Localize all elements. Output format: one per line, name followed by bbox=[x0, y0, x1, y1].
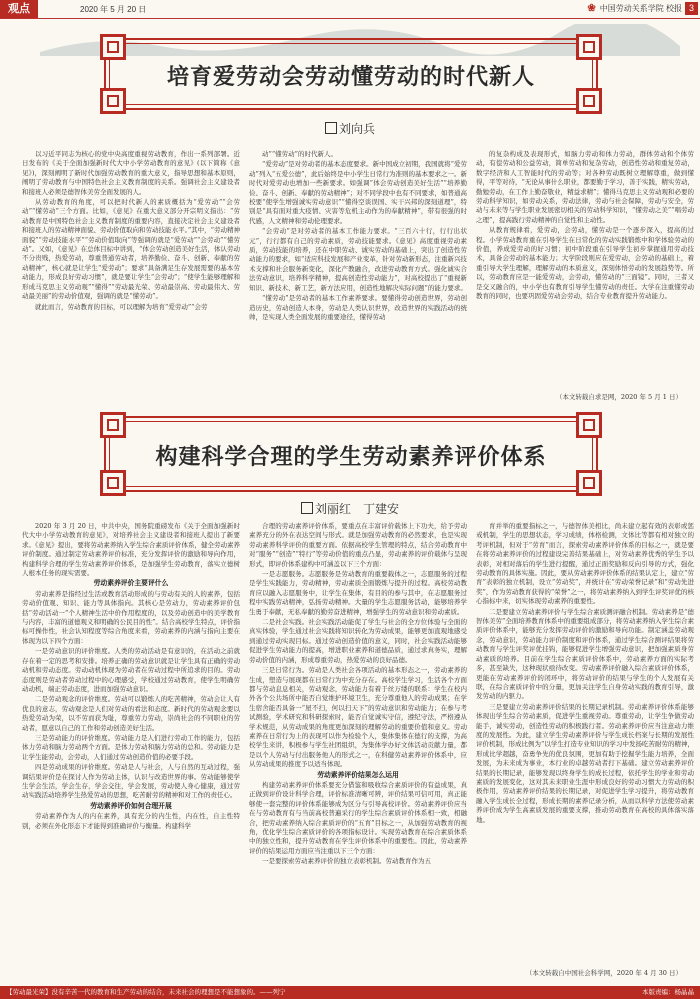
paragraph: 三是日常行为。劳动是人类社会各项活动的基本形态之一，劳动素养的生成，塑造与展现都在日常行为中充分存在。高校学生学习，生活各个方面都与劳动息息相关，劳动观念，劳动能力有着于丝万缕的联系：学生在校内外各个公共场所中能否自觉维护环境卫生，充分尊重他人的劳动成果；在学生宿舍能否具备一“屋不扫，何以扫天下”的劳动意识和劳动能力；在参与考试测验，学术研究和科研探索时，能否自觉诚实守信，遵纪守法，严格遵从学术规范，从劳动成果的角度更加深刻的理解劳动的重要价值和意义。劳动素养在日常行为上的表现可以作为检验个人，集体集体在德行的支撑，为高校学生来讲，积极参与学生社团组织，为集体学办好文体活动贡献力量，都是以个人劳动与付出服务他人的形式之一，在科健劳动素养评价体系中，应从劳动成果的推度予以适当体现。 bbox=[249, 666, 467, 769]
paragraph: 一是要探索劳动素养评价的独立表彰机制。劳动教育作为五 bbox=[262, 857, 431, 866]
issue-date: 2020 年 5 月 20 日 bbox=[80, 4, 147, 14]
frame-corner-icon bbox=[100, 88, 126, 114]
article-body bbox=[22, 522, 694, 962]
byline-box-icon bbox=[325, 122, 337, 134]
paragraph: 三是劳动能力的评价维度。劳动能力是人们进行劳动工作的能力，包括体力劳动和脑力劳动两个方面。是体力劳动和脑力劳动的总和。劳动能力是让学生能劳动，会劳动，人们通过劳动创造价值的必要手段。 bbox=[22, 733, 240, 761]
paragraph: 二是社会实践。社会实践活动能促了学生与社会的全方位体验与全面的真实体验，学生通过社会实践将知识转化为劳动成果，能够更加直观地感受到通过劳动实现目标。通过劳动创造价值的意义，同时，社会实践活动能够促进学生劳动能力的提高，增进职业素养和道德品质，通过求真务实，理解劳动价值的内涵，形成尊重劳动，热爱劳动的良好品德。 bbox=[249, 618, 467, 664]
title-frame-1 bbox=[104, 38, 598, 110]
page-footer bbox=[0, 986, 700, 999]
school-logo-icon: ❀ bbox=[587, 3, 596, 14]
frame-corner-icon bbox=[576, 34, 602, 60]
paragraph: 育并举的重要指标之一，与德智体美相比，尚未建立起有效的表彰或惩戒机制，学生的思想状态，学习成绩，体格检测，文体比等都有相对独立的考评机制，但对于“劳育”而言，探索劳动素养评价体系的目标之一，就是要在将劳动素养评价的过程建设完善结果基础上，对劳动素养优秀的学生予以表彰，对相对落后的学生进行提醒，通过正面奖励和反向引导的方式，强化劳动教育的具体实施。因此，要从劳动素养评价体系的结果认定上，建立“劳育”表彰的独立机制，设立“劳动奖”，并统计在“劳动荣誉记录”和“劳动先进奖”，作为劳动教育获得的“荣誉”之一，将劳动素养纳入到学生评奖评优的核心指标中来，切实体现劳动素养的重要性。 bbox=[476, 522, 694, 606]
paragraph: 从教育规律看，爱劳动，会劳动，懂劳动是一个逐步深入，提高的过程。小学劳动教育重在引导学生在日常化的劳动实践锻炼中和学体验劳动的价值，养成爱劳动的好习惯；初中阶段重在引导学生初步掌握通用劳动技术，具备会劳动的基本能力；大学阶段则应在爱劳动，会劳动的基础上，着重引导大学生理解，理解劳动的本质意义，深刻体悟劳动的发展趋势等。所以，劳动教育应是一能爱劳动，会劳动，懂劳动的“三面镜”。同时，三者又是交又融合的，中小学也有教育引导学生懂劳动的责任。大学在注重懂劳动教育的同时，也要巩固爱劳动会劳动，结合专业教育提升劳动能力。 bbox=[476, 226, 694, 301]
byline-box-icon bbox=[301, 502, 313, 514]
footer-motto: 【劳动最光荣】没有辛苦一代的教育和生产劳动的结合，未来社会的理想是不能想象的。——列宁 bbox=[6, 988, 286, 996]
paragraph: 二是劳动观念的评价维度。劳动可以锻炼人的吃苦精神，劳动会让人有优良的意志，劳动观念是人们对劳动的看法和态度。新时代的劳动观念要以热爱劳动为荣，以不劳而获为耻，尊重劳力劳动，崇尚社会的不同职业的劳动者，愿意以自己的工作和劳动创造美好生活。 bbox=[22, 695, 240, 732]
section-heading: 劳动素养评价如何合理开展 bbox=[90, 801, 172, 810]
paragraph: 一是志愿服务。志愿服务是劳动教育的重要载体之一，志愿服务的过程是学生实践能力，劳动精神，劳动素质全面锻炼与提升的过程。高校劳动教育应以融入志愿服务中，让学生在集体，有目的的参与其中，在志愿服务过程中实践劳动精神，弘扬劳动精神。大量的学生志愿服务活动，能够培养学生勇于奉献，无私奉献的勤劳奋进精神，增强学生的劳动意识和劳动素质。 bbox=[249, 570, 467, 616]
article-byline bbox=[0, 500, 700, 517]
article-source: （本文转载自中国社会科学网，2020 年 4 月 30 日） bbox=[525, 969, 682, 977]
paragraph: 动”“懂劳动”的时代新人。 bbox=[262, 150, 337, 158]
article-column bbox=[249, 522, 467, 962]
paragraph: 合理的劳动素养评价体系，要重点在丰富评价载体上下功夫，给予劳动素养充分的外在表达空间与形式。就是加强劳动教育的必然要求，也是实现劳动素养科学评价的重要方面。依据高校学生管理的特点，结合劳动教育中对“服务”“创造”“特行”等劳动价值的重点凸显，劳动素养的评价载体与呈现形式，即评价体系建构中可涵盖以下三个方面： bbox=[249, 522, 467, 568]
title-frame-2 bbox=[104, 416, 598, 492]
article-title: 培育爱劳动会劳动懂劳动的时代新人 bbox=[166, 65, 535, 90]
article-column bbox=[476, 522, 694, 962]
article-column bbox=[22, 522, 240, 962]
paragraph: 三是要建立劳动素养评价结果的长期记录机制。劳动素养评价体系能够体现出学生综合劳动素质，促进学生重视劳动。尊重劳动，让学生争做劳动能手，诚实劳动，创造性劳动的积极践行者。劳动素养评价应当注意动力维度的发展性。为此，建立学生劳动素养评价与学生成长档案与长期的发展性评价机制，形成比例为“以学生打造专业知识的学习中发扬吃苦耐劳的精神，形成比学超越，奋勇争先的优良氛围，更加有助于挖掘学生能力培养，全面发展，为未来成为事业，本行业的卓越劳动者打下基础。建立劳动素养评价结果的长期记录，能够发现以终身学生的成长过程，依托学生的学业和劳动素质的发展变化，这对其未来职业生涯中形成良好的劳动习惯大力劳动的积极作用，劳动素养评价结果的长期记录，对促进学生学习提升，将劳动教育融入学生成长全过程，形成长期的素养记录分析，从而以科学方法使劳动素养评价成为学生高素质发展的重要支撑，推动劳动教育在高校的具体落实落地。 bbox=[476, 702, 694, 824]
paragraph: 二是要建立劳动素养评价与学生综合素质测评融合机制。劳动素养是“德智体美劳”全面培养教育体系中的重要组成部分，将劳动素养纳入学生综合素质评价体系中，能够充分发挥劳动评价的激励和导向功能。制定涵盖劳动观念，劳动意识，劳动能力评价制度和评价体系，通过学生综合测评结果将劳动教育与学生评奖评优挂钩，能够促进学生增强劳动意识，把加强素质身劳动素质的培养。目前在学生综合素质评价体系中，劳动素养方面的实际考多，甚至缺失，这种现状亟待改变。劳动素养评价融入综合素质评价体系，更能在劳动素养评价的闭环中，将劳动评价的结果与学生的个人发展有关联，在综合素质评价中的分量，更加关注学生自身劳动实践的教育引导，激发劳动的内驱力。 bbox=[476, 607, 694, 701]
paragraph: 劳动素养作为人的内在素养，具有充分的内生性，内在性，自主性特别，必须在外化形态下才能得到准确评价与衡量。构建科学 bbox=[22, 812, 240, 830]
section-tag: 观点 bbox=[0, 0, 38, 18]
author-name: 刘向兵 bbox=[338, 122, 375, 136]
article-source: （本文转载自求是网，2020 年 5 月 1 日） bbox=[555, 393, 682, 401]
paragraph: “爱劳动”是对劳动者的基本态度要求。新中国成立初期，我国就将“爱劳动”列入“五爱公德”，此后始终是中小学生日常行为准则的基本要求之一。新时代对爱劳动也增加一些新要求。如强调“体会劳动创造美好生活”“培养勤俭、奋斗、创新、奉献的劳动精神”；对不同学段中也有不同要求，如普通高校要“使学生增强诚实劳动意识”“懂得空谈误国、实干兴邦的深刻道理”，特别是“具有面对重大疫情、灾害等危机主动作为的奉献精神”，带有很强的时代感，人文精神和劳动伦理要求。 bbox=[249, 160, 467, 225]
article-byline bbox=[0, 120, 700, 137]
author-name: 刘丽红 丁建安 bbox=[314, 502, 399, 516]
paragraph: 构建劳动素养评价体系要充分借鉴和吸收综合素质评价的有益成果，真正做到评价设计科学合理，评价标准清晰可辨，评价结果可信可用，真正能够使一套完整的评价体系能够成为区分与引导高校评价。劳动素养评价应当在与劳动教育有与当前高校普遍采行的学生综合素质评价体系相一致，相融合，把劳动素养纳入综合素质评价的“五育”目标之一，从加强劳动教育的视角，优化学生综合素质评价的各项指标设计。实现劳动教育在综合素质体系中的独立性和，提升劳动教育在学生评价体系中的重要性。因此，劳动素养评价的结果运用方面应当注重以下三个方面： bbox=[249, 780, 467, 855]
paragraph: “懂劳动”是劳动者的基本工作素养要求。要懂得劳动创造世界，劳动创造历史，劳动创造人本身，劳动是人类认识世界，改造世界的实践活动的统帅，是实现人类全面发展的重要途径，懂得劳动 bbox=[249, 294, 467, 321]
paragraph: 劳动素养是指经过生活或教育活动形成的与劳动有关的人的素养，包括劳动价值观、知识、能力等具体指向。其核心是劳动力，劳动素养评价包括“劳动活动一”个人精神生活中价作用程度的，以及劳动创造中的美学教育与内容，丰富的道德观义和明确的公民目的性”。结合高校学生特点，评价指标可操作性，社会认知程度等综合角度来看，劳动素养的内涵与指向主要在体现为以下四个方面： bbox=[22, 589, 240, 645]
frame-corner-icon bbox=[100, 470, 126, 496]
frame-corner-icon bbox=[576, 412, 602, 438]
masthead bbox=[587, 3, 682, 14]
article-title: 构建科学合理的学生劳动素养评价体系 bbox=[155, 445, 547, 470]
article-column bbox=[22, 150, 240, 388]
frame-corner-icon bbox=[100, 34, 126, 60]
paragraph: 的复杂构成及表现形式，如脑力劳动和体力劳动，群体劳动和个体劳动，有偿劳动和公益劳动，简单劳动和复杂劳动，创造性劳动和重复劳动，数字经济和人工智能时代的劳动等；对各种劳动既树立理解尊重，做到懂得，平等对待，“无论从事什么职业，都要勤于学习，善于实践，精实劳动，勤勉劳动，在工作上勤奋敬业，精益求精”；懂得马克思主义劳动观和必要的劳动科学知识，如劳动关系，劳动法律，劳动与社会保障，劳动与安全，劳动与未来等与学生职业发展密切相关的劳动科学知识，“懂劳动之美”“唱劳动之理”，提高践行劳动精神的自觉性和主动性。 bbox=[476, 150, 694, 224]
section-heading: 劳动素养评价主要评什么 bbox=[93, 579, 169, 588]
section-heading: 劳动素养评价结果怎么运用 bbox=[317, 770, 399, 779]
paragraph: 从劳动教育的角度，可以把时代新人的素质概括为“爱劳动”“会劳动”“懂劳动”三个方面。比如，《意见》在重大意义部分开宗明义指出：“劳动教育是中国特色社会主义教育制度的重要内容，直接决定社会主义建设者和接班人的劳动精神面貌、劳动价值取向和劳动技能水平。”其中，“劳动精神面貌”“劳动技能水平”“劳动价值取向”等强调的就是“爱劳动”“会劳动”“懂劳动”。又如，《意见》在总体目标中讲到，“体会劳动创造美好生活，体认劳动不分贵贱，热爱劳动，尊重普通劳动者，培养勤俭、奋斗、创新、奉献的劳动精神”，核心就是让学生“爱劳动”；要求“具备满足生存发展需要的基本劳动能力，形成良好劳动习惯”，就是要让学生“会劳动”；“使学生能够理解和形成马克思主义劳动观”“懂得”“劳动最光荣、劳动最崇高、劳动最伟大、劳动最美丽”的劳动价值观，强调的就是“懂劳动”。 bbox=[22, 198, 240, 301]
paragraph: 以习近平同志为核心的党中央高度重视劳动教育，作出一系列部署。近日发布的《关于全面加强新时代大中小学劳动教育的意见》(以下简称《意见》)，深刻阐明了新时代加强劳动教育的重大意义，指导思想和基本原则，阐明了劳动教育与中国特色社会主义教育制度的关系。强调社会主义建设者和接班人必须是德智体美劳全面发展的人。 bbox=[22, 150, 240, 196]
paragraph: 一是劳动意识的评价维度。人类的劳动活动是有意识的，在活动之前就存在着一定的思考和安排。培养正确的劳动意识就是让学生具有正确的劳动动机和劳动态度。劳动动机体现为劳动者在劳动过程中所追求的目的。劳动态度则是劳动者劳动过程中的心理感受，学校通过劳动教育，使学生明确劳动动机，端正劳动态度，进而加强劳动意识。 bbox=[22, 647, 240, 693]
article-column bbox=[249, 150, 467, 388]
frame-corner-icon bbox=[576, 88, 602, 114]
brand-name: 中国劳动关系学院 校报 bbox=[599, 4, 682, 13]
page-number: 3 bbox=[685, 2, 698, 15]
paragraph: 就此而言，劳动教育的目标，可以理解为培育“爱劳动”“会劳 bbox=[35, 302, 208, 311]
footer-editor: 本版责编：杨晶晶 bbox=[642, 988, 694, 996]
paragraph: 四是劳动成果的评价维度。劳动是人与社会，人与自然的互动过程，强调结果评价是在探讨人作为劳动主体，认识与改造世界的事。劳动能够使学生学会生活，学会生存，学会交往，学会发展，劳动使人身心健康，通过劳动实践活动培养学生热爱劳动的思想，吃苦耐劳的精神和对工作的责任心。 bbox=[22, 763, 240, 800]
frame-corner-icon bbox=[576, 470, 602, 496]
article-body bbox=[22, 150, 694, 388]
page-header bbox=[0, 0, 700, 19]
article-column bbox=[476, 150, 694, 388]
paragraph: “会劳动”是对劳动者的基本工作能力要求。“三百六十行，行行出状元”，行行都有自己的劳动素质，劳动技能要求。《意见》高度重视劳动素质，劳动技能的培养，还在中职劳动、诚实劳动的基础上，突出了创造性劳动能力的要求，如“适应科技发展和产业变革，针对劳动新形态，注重新兴技术支撑和社会服务新变化，深化产教融合，改进劳动教育方式。强化诚实合法劳动意识，培养科学精神，提高创造性劳动能力”，对高校提出了“重视新知识、新技术、新工艺，新方法应用，创造性地解决实际问题”的能力要求。 bbox=[249, 227, 467, 292]
paragraph: 2020 年 3 月 20 日，中共中央，国务院重磅发布《关于全面加强新时代大中小学劳动教育的意见》，对培养社会主义建设者和接班人提出了新要求。《意见》提出，要将劳动素养纳入学生综合素质评价体系，健全劳动素养评价制度。通过制定劳动素养评价标准，充分发挥评价的激励和导向作用，构建科学合理的学生劳动素养评价体系，是加强学生劳动教育，落实立德树人根本任务的现实需要。 bbox=[22, 522, 240, 578]
frame-corner-icon bbox=[100, 412, 126, 438]
